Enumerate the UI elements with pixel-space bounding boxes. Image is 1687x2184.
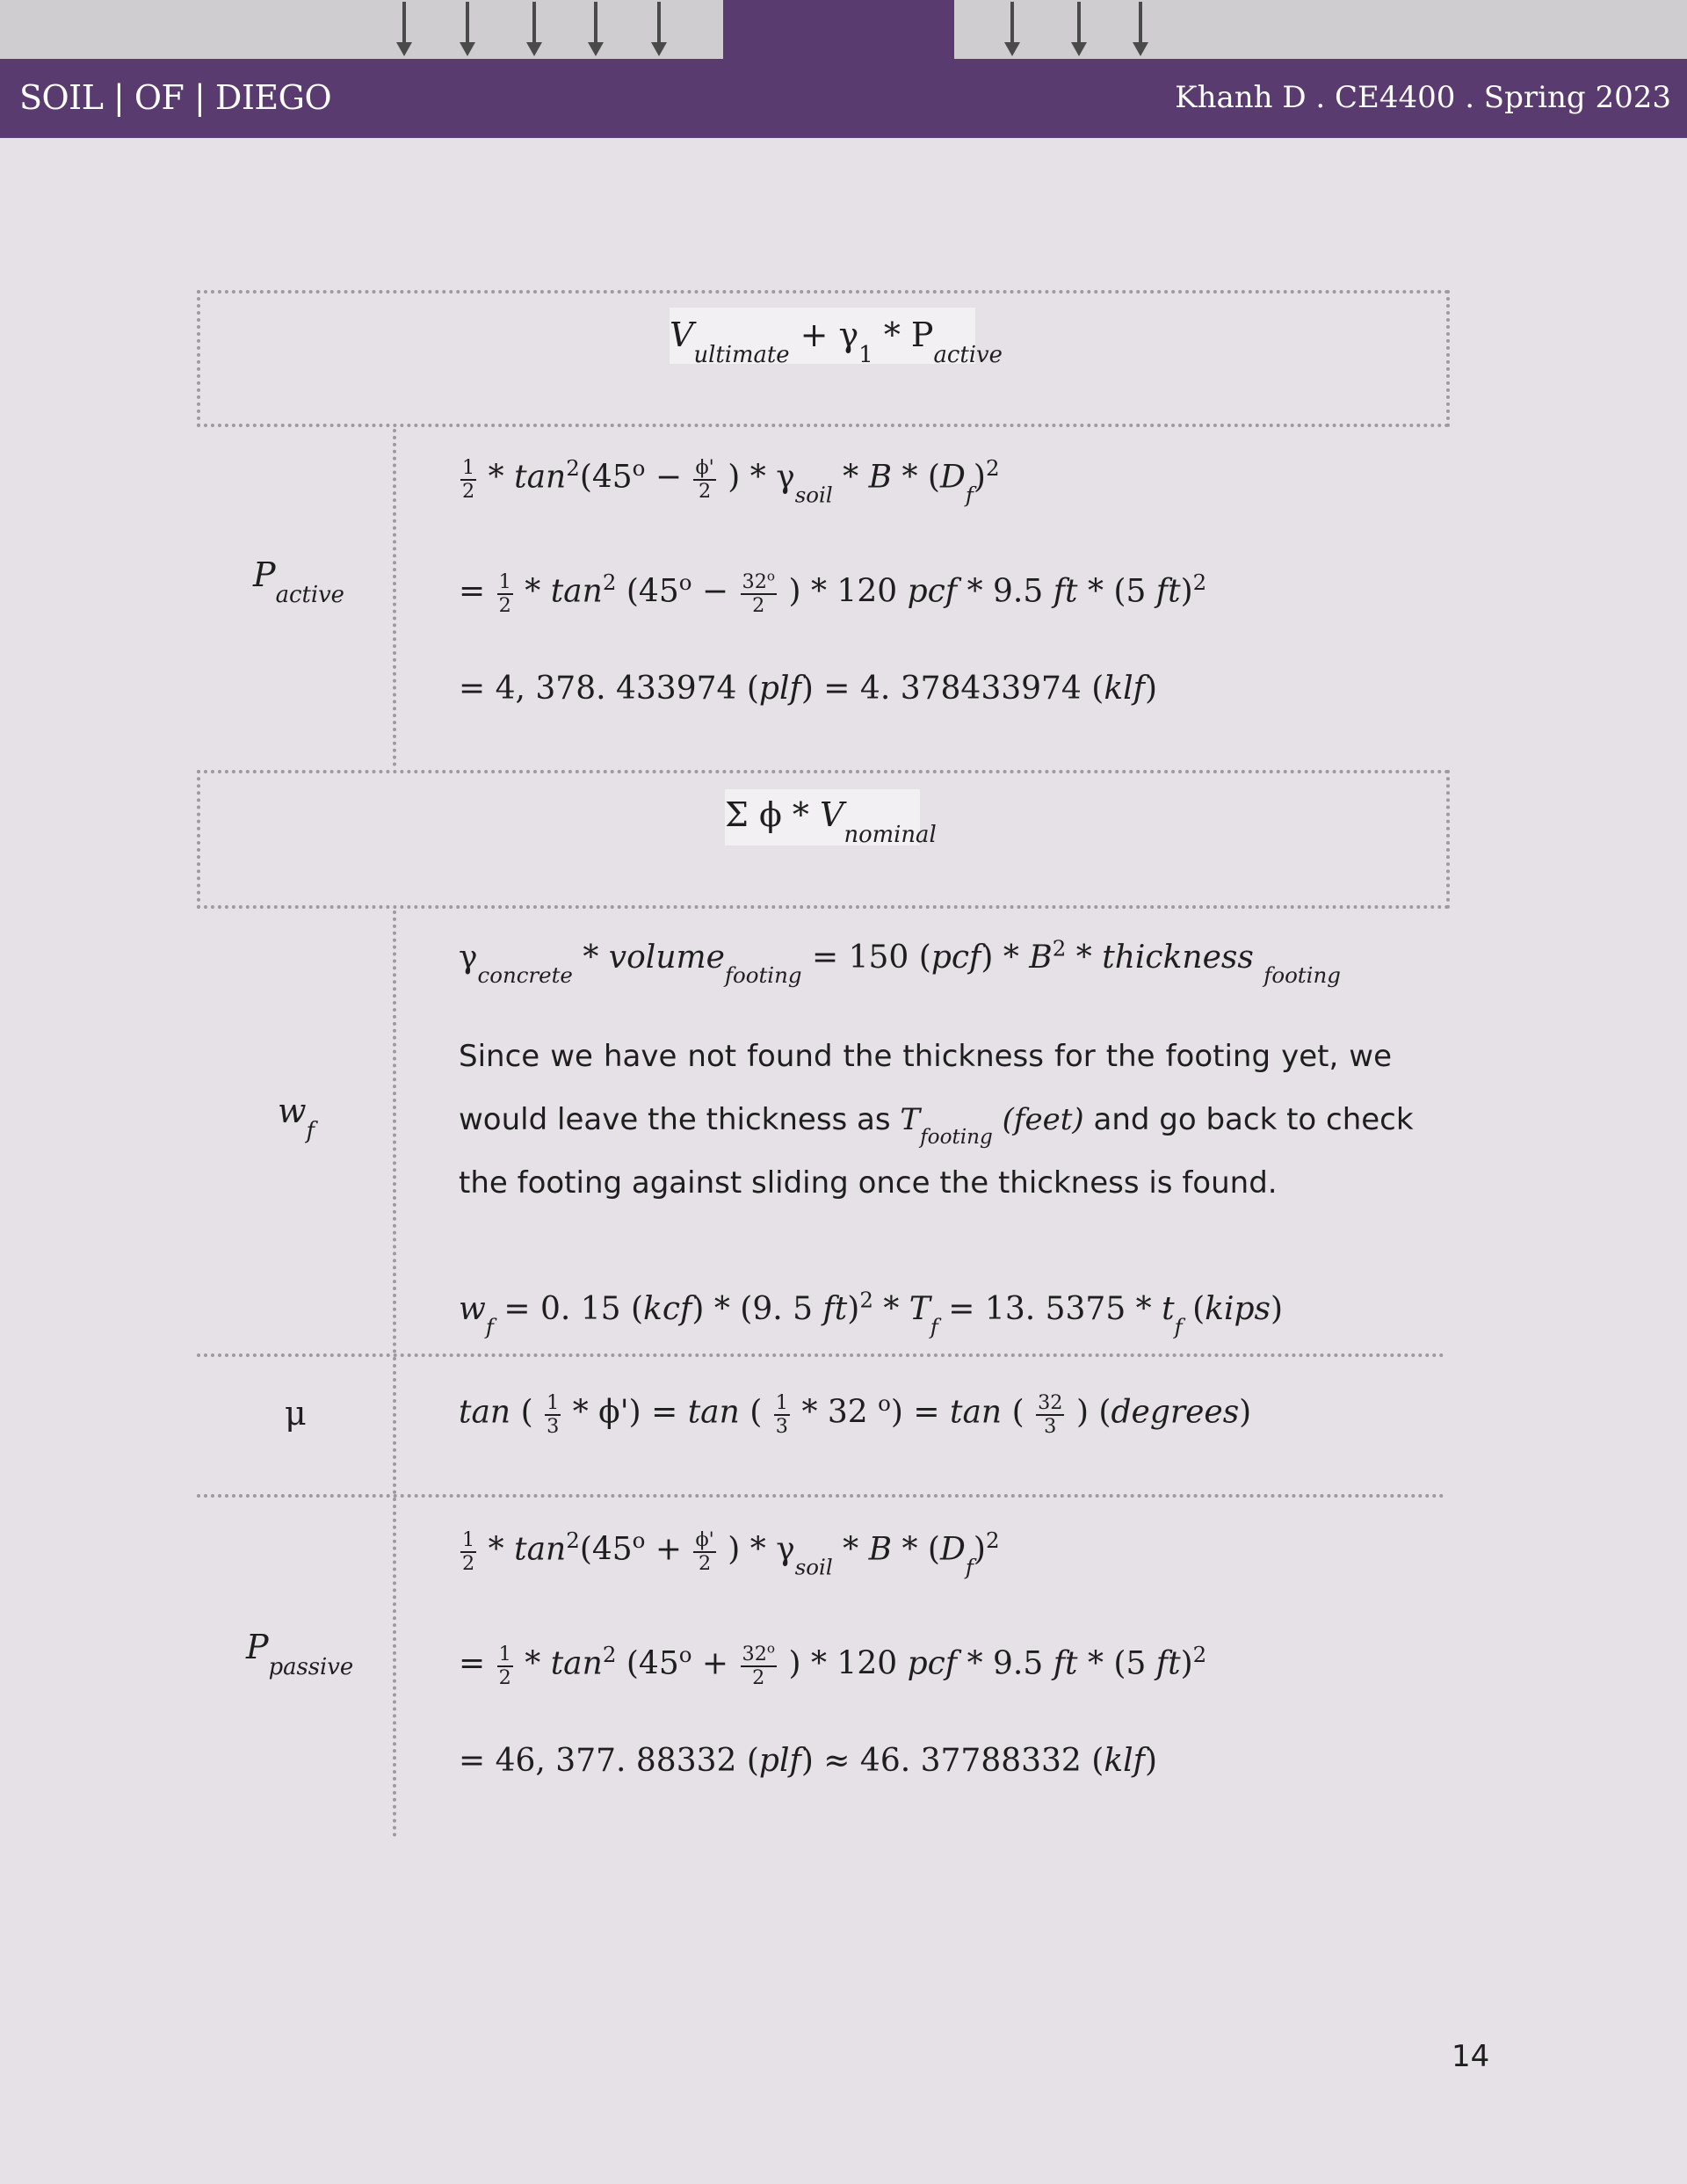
load-arrow-icon — [1003, 0, 1021, 58]
load-arrow-icon — [1132, 0, 1149, 58]
footing-weight-formula: $\gamma_{concrete}$ * volume$_{footing}$ = 150 $(pcf) * B^2$ * thickness $_{footing}$ — [459, 935, 1341, 989]
load-arrow-icon — [587, 0, 605, 58]
p-passive-result: = 46, 377. 88332 (plf) ≈ 46. 37788332 (klf) — [459, 1743, 1158, 1779]
section2-divider — [393, 911, 396, 1353]
page-number: 14 — [1452, 2039, 1490, 2074]
p-active-result: = 4, 378. 433974 (plf) = 4. 378433974 (klf) — [459, 671, 1158, 707]
section4-label: $P_{passive}$ — [246, 1628, 354, 1681]
note-line-1: Since we have not found the thickness for the footing yet, we — [459, 1039, 1392, 1074]
fraction: $\frac{32}{3}$ — [1038, 1391, 1063, 1438]
thickness-note — [459, 1025, 1414, 1215]
note-line-3: the footing against sliding once the thickness is found. — [459, 1165, 1278, 1201]
section3-divider — [393, 1357, 396, 1494]
section2-heading: Σ ϕ * $V_{nominal}$ — [725, 795, 937, 849]
fraction: $\frac{1}{2}$ — [462, 1528, 475, 1575]
brand-title: SOIL | OF | DIEGO — [19, 78, 332, 117]
top-strip — [0, 0, 1687, 59]
fraction: $\frac{1}{3}$ — [775, 1391, 788, 1438]
section4-divider — [393, 1498, 396, 1837]
fraction: $\frac{1}{2}$ — [498, 570, 511, 617]
wf-result: $w_f = 0$. 15 (kcf) * (9. 5 $ft)^2 * T_f = 13$. $5375 * t_f$ (kips) — [459, 1287, 1284, 1340]
section1-divider — [393, 429, 396, 766]
p-active-formula: $\frac{1}{2}$ * $\tan^2(45^o$ − $\frac{\phi'}{2}$ ) * $\gamma_{soil}$ * B * $(D_f)^2$ — [462, 455, 1000, 508]
load-arrow-icon — [1070, 0, 1088, 58]
p-active-substitution: = $\frac{1}{2}$ * $\tan^2 (45^o$ − $\frac{32^o}{2}$ ) * 120 pcf * 9.5 ft * (5 ft)$^2$ — [459, 568, 1207, 617]
load-arrow-icon — [525, 0, 543, 58]
section1-label: $P_{active}$ — [253, 555, 344, 609]
header-tab — [723, 0, 954, 62]
load-arrow-icon — [395, 0, 413, 58]
fraction: $\frac{32^o}{2}$ — [742, 568, 776, 617]
p-passive-formula: $\frac{1}{2}$ * $\tan^2(45^o$ + $\frac{\phi'}{2}$ ) * $\gamma_{soil}$ * B * $(D_f)^2$ — [462, 1527, 1000, 1580]
section4-top-rule — [197, 1494, 1444, 1498]
course-info: Khanh D . CE4400 . Spring 2023 — [1175, 80, 1671, 115]
section1-heading: $V_{ultimate} + \gamma_1 * P_{active}$ — [670, 316, 1003, 369]
friction-coefficient: tan ( $\frac{1}{3}$ * ϕ') = tan ( $\frac{1}{3}$ * 32 $^o$) = tan ( $\frac{32}{3}$ ) (degrees) — [459, 1390, 1252, 1438]
section3-top-rule — [197, 1353, 1444, 1357]
note-line-2: would leave the thickness as $T_{footing}$ (feet) and go back to check — [459, 1102, 1414, 1150]
load-arrow-icon — [459, 0, 476, 58]
fraction: $\frac{1}{3}$ — [547, 1391, 560, 1438]
page-header — [0, 59, 1687, 138]
fraction: $\frac{1}{2}$ — [498, 1643, 511, 1689]
load-arrow-icon — [650, 0, 668, 58]
fraction: $\frac{32^o}{2}$ — [742, 1640, 776, 1689]
fraction: $\frac{1}{2}$ — [462, 456, 475, 503]
fraction: $\frac{\phi'}{2}$ — [695, 1528, 714, 1575]
section3-label: μ — [285, 1394, 307, 1433]
fraction: $\frac{\phi'}{2}$ — [695, 456, 714, 503]
section2-label: $w_f$ — [278, 1092, 315, 1145]
p-passive-substitution: = $\frac{1}{2}$ * $\tan^2 (45^o$ + $\frac{32^o}{2}$ ) * 120 pcf * 9.5 ft * (5 ft)$^2$ — [459, 1640, 1207, 1689]
